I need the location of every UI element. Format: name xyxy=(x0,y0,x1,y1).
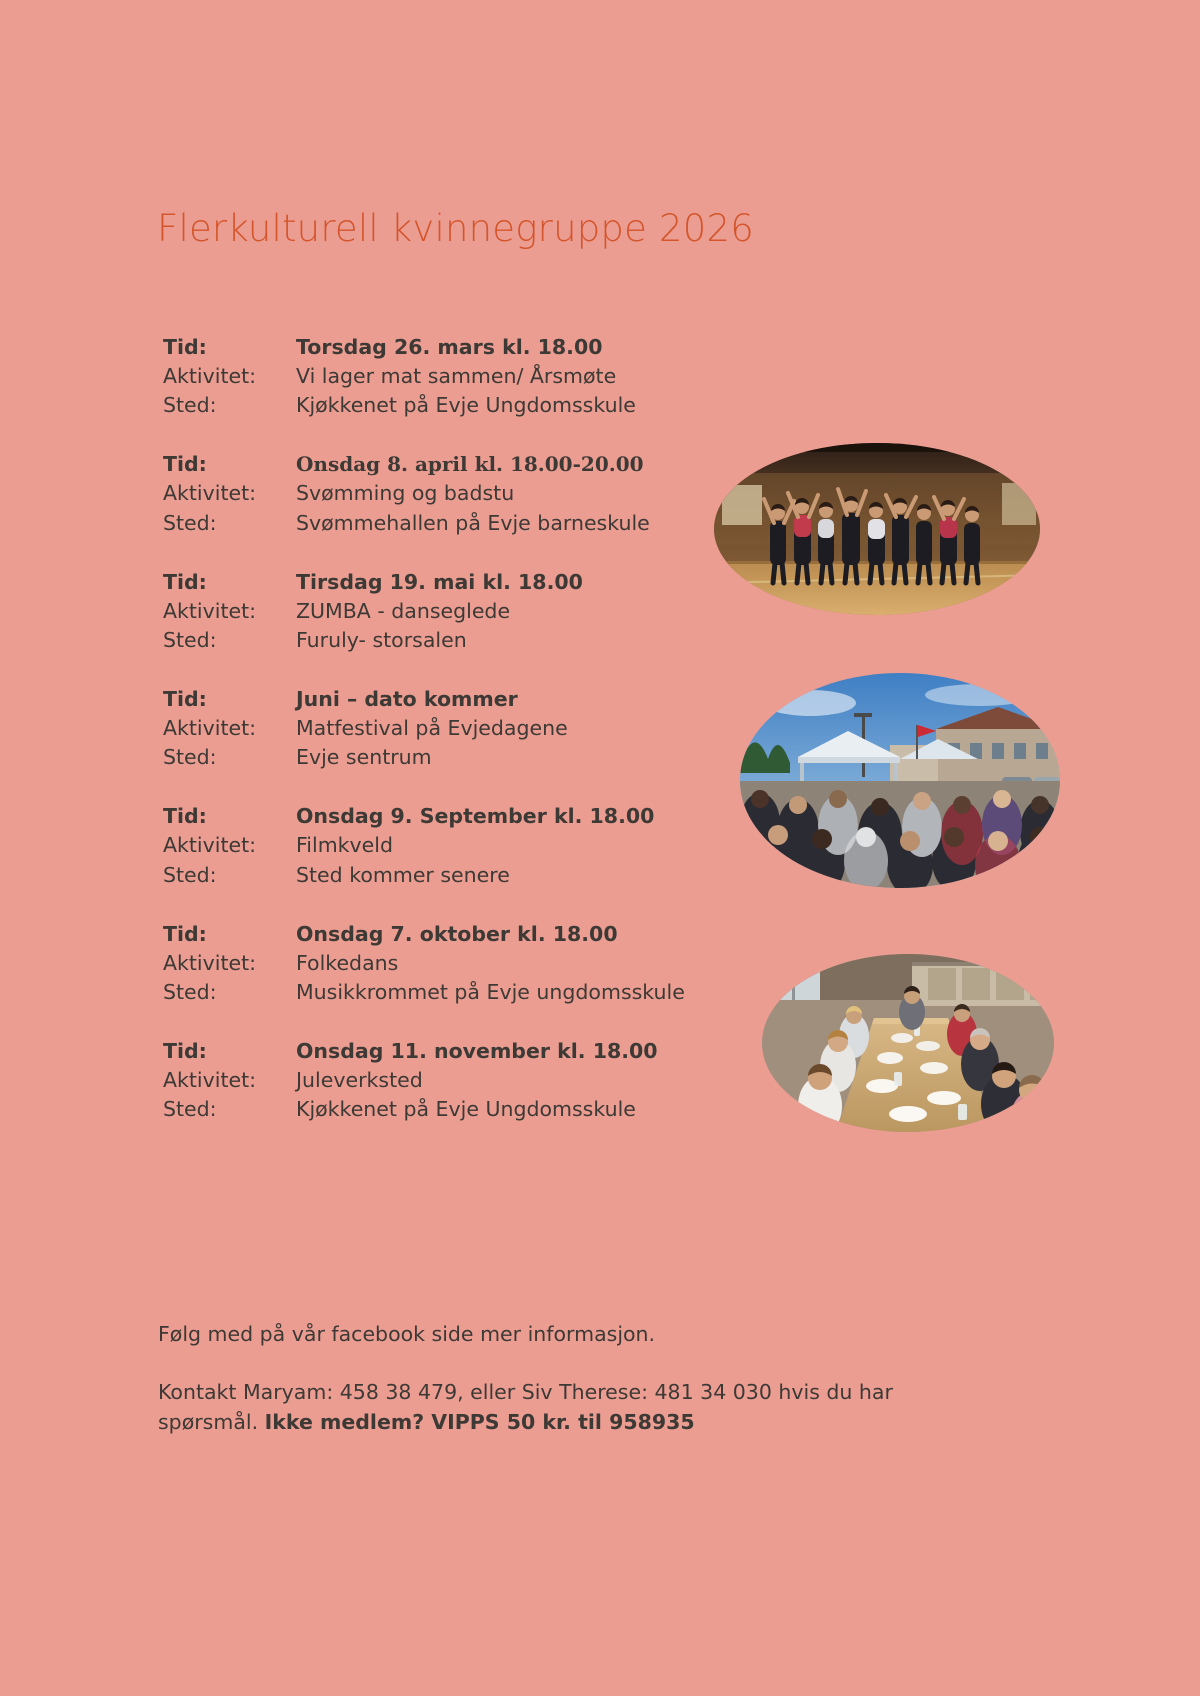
activity-value: ZUMBA - danseglede xyxy=(296,598,511,623)
contact-normal-text: Kontakt Maryam: 458 38 479, eller Siv Therese: 481 34 030 hvis du har spørsmål. xyxy=(158,1380,893,1434)
entry-place-row xyxy=(163,1095,763,1124)
schedule-entry xyxy=(163,1037,763,1124)
place-label: Sted: xyxy=(163,979,217,1004)
activity-value: Filmkveld xyxy=(296,833,393,858)
activity-label: Aktivitet: xyxy=(163,364,257,389)
time-value: Onsdag 9. September kl. 18.00 xyxy=(296,804,655,829)
activity-value: Svømming og badstu xyxy=(296,481,515,506)
place-label: Sted: xyxy=(163,1097,217,1122)
activity-label: Aktivitet: xyxy=(163,598,257,623)
place-value: Kjøkkenet på Evje Ungdomsskule xyxy=(296,1097,636,1122)
entry-activity-row xyxy=(163,479,763,508)
entry-place-row xyxy=(163,626,763,655)
entry-activity-row xyxy=(163,831,763,860)
entry-place-row xyxy=(163,978,763,1007)
entry-time-row xyxy=(163,333,763,362)
place-value: Svømmehallen på Evje barneskule xyxy=(296,510,650,535)
entry-time-row xyxy=(163,920,763,949)
entry-activity-row xyxy=(163,714,763,743)
schedule-entry xyxy=(163,568,763,655)
entry-time-row xyxy=(163,450,763,479)
place-label: Sted: xyxy=(163,745,217,770)
activity-value: Matfestival på Evjedagene xyxy=(296,716,568,741)
place-label: Sted: xyxy=(163,627,217,652)
time-label: Tid: xyxy=(163,921,207,946)
entry-time-row xyxy=(163,1037,763,1066)
entry-time-row xyxy=(163,685,763,714)
place-value: Furuly- storsalen xyxy=(296,627,467,652)
time-label: Tid: xyxy=(163,335,207,359)
entry-place-row xyxy=(163,861,763,890)
facebook-note-text: Følg med på vår facebook side mer informasjon. xyxy=(158,1322,656,1346)
vipps-membership-text: Ikke medlem? VIPPS 50 kr. til 958935 xyxy=(264,1409,695,1434)
contact-info-text xyxy=(158,1378,958,1437)
time-value: Torsdag 26. mars kl. 18.00 xyxy=(296,335,603,359)
time-value: Juni – dato kommer xyxy=(296,686,518,711)
facebook-note xyxy=(158,1320,958,1350)
entry-activity-row xyxy=(163,597,763,626)
place-label: Sted: xyxy=(163,862,217,887)
time-label: Tid: xyxy=(163,686,207,711)
schedule-entry xyxy=(163,920,763,1007)
entry-time-row xyxy=(163,568,763,597)
zumba-dance-group-photo xyxy=(714,443,1040,615)
time-label: Tid: xyxy=(163,1038,207,1063)
schedule-entry xyxy=(163,450,763,537)
entry-place-row xyxy=(163,509,763,538)
activity-label: Aktivitet: xyxy=(163,481,257,506)
schedule-entry xyxy=(163,802,763,889)
time-label: Tid: xyxy=(163,452,207,477)
place-value: Evje sentrum xyxy=(296,745,432,770)
time-value: Onsdag 7. oktober kl. 18.00 xyxy=(296,921,618,946)
time-label: Tid: xyxy=(163,569,207,594)
shared-dinner-table-photo xyxy=(762,954,1054,1132)
time-value: Tirsdag 19. mai kl. 18.00 xyxy=(296,569,583,594)
schedule-list xyxy=(163,333,763,1124)
activity-value: Folkedans xyxy=(296,950,399,975)
activity-label: Aktivitet: xyxy=(163,1068,257,1093)
activity-value: Vi lager mat sammen/ Årsmøte xyxy=(296,364,617,389)
schedule-entry xyxy=(163,685,763,772)
schedule-entry xyxy=(163,333,763,420)
entry-activity-row xyxy=(163,1066,763,1095)
time-value: Onsdag 8. april kl. 18.00-20.00 xyxy=(296,452,644,477)
place-value: Musikkrommet på Evje ungdomsskule xyxy=(296,979,685,1004)
place-value: Sted kommer senere xyxy=(296,862,510,887)
entry-activity-row xyxy=(163,949,763,978)
time-label: Tid: xyxy=(163,804,207,829)
place-label: Sted: xyxy=(163,393,217,418)
activity-label: Aktivitet: xyxy=(163,833,257,858)
entry-activity-row xyxy=(163,362,763,391)
outdoor-food-festival-photo xyxy=(740,673,1060,888)
time-value: Onsdag 11. november kl. 18.00 xyxy=(296,1038,658,1063)
activity-label: Aktivitet: xyxy=(163,950,257,975)
activity-value: Juleverksted xyxy=(296,1068,423,1093)
place-label: Sted: xyxy=(163,510,217,535)
contact-info xyxy=(158,1378,958,1437)
place-value: Kjøkkenet på Evje Ungdomsskule xyxy=(296,393,636,418)
entry-place-row xyxy=(163,391,763,420)
entry-place-row xyxy=(163,743,763,772)
page-title: Flerkulturell kvinnegruppe 2026 xyxy=(157,206,754,250)
entry-time-row xyxy=(163,802,763,831)
activity-label: Aktivitet: xyxy=(163,716,257,741)
